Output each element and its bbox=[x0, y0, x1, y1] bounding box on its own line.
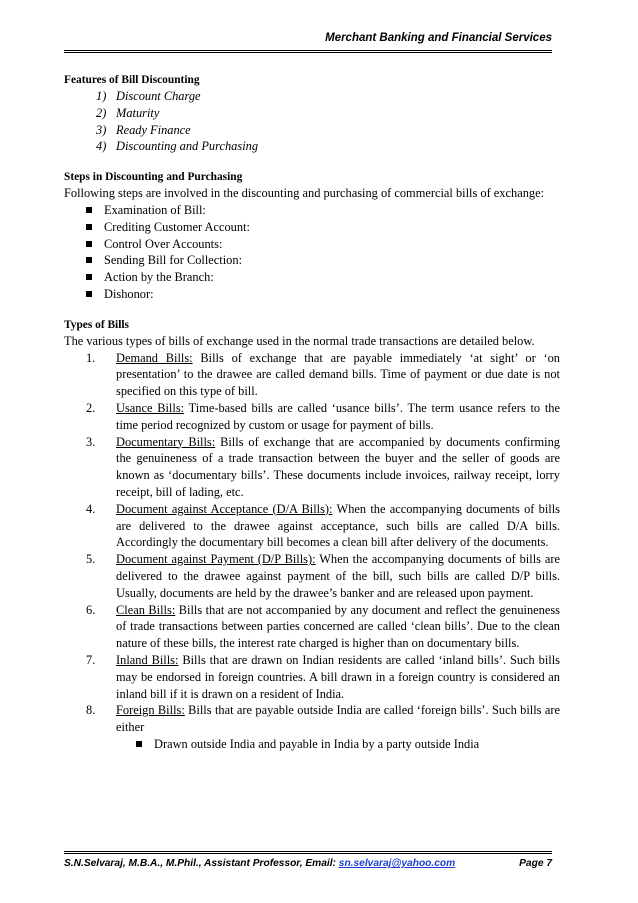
list-item: 4. Document against Acceptance (D/A Bills): When the accompanying documents of bills are delivered to the drawee against acceptance, such bills are called D/A bills. Accordingly the documentary bill becomes a clean bill after delivery of the documents. bbox=[86, 501, 560, 550]
types-heading: Types of Bills bbox=[64, 318, 129, 331]
list-item: Sending Bill for Collection: bbox=[86, 252, 560, 269]
list-item: Action by the Branch: bbox=[86, 269, 560, 286]
list-item: 1) Discount Charge bbox=[96, 89, 201, 103]
steps-heading: Steps in Discounting and Purchasing bbox=[64, 171, 243, 184]
list-item: Examination of Bill: bbox=[86, 202, 560, 219]
term: Document against Acceptance (D/A Bills): bbox=[116, 501, 333, 516]
square-bullet-icon bbox=[86, 274, 92, 280]
list-item: 6. Clean Bills: Bills that are not accompanied by any document and reflect the genuineness of trade transactions between parties concerned are called ‘clean bills’. Due to the clean nature of these bills, the interest rate charged is higher than on documentary bills. bbox=[86, 602, 560, 651]
list-item: 2. Usance Bills: Time-based bills are called ‘usance bills’. The term usance refers to the time period recognized by custom or usage for payment of bills. bbox=[86, 400, 560, 432]
list-item: Control Over Accounts: bbox=[86, 236, 560, 253]
square-bullet-icon bbox=[86, 207, 92, 213]
header-rule bbox=[64, 50, 552, 53]
list-item: 8. Foreign Bills: Bills that are payable outside India are called ‘foreign bills’. Such bills are either bbox=[86, 703, 560, 735]
square-bullet-icon bbox=[86, 291, 92, 297]
square-bullet-icon bbox=[86, 257, 92, 263]
list-item: Dishonor: bbox=[86, 286, 560, 303]
term: Usance Bills: bbox=[116, 400, 185, 415]
term: Documentary Bills: bbox=[116, 434, 216, 449]
term: Document against Payment (D/P Bills): bbox=[116, 552, 316, 567]
square-bullet-icon bbox=[86, 241, 92, 247]
footer-author: S.N.Selvaraj, M.B.A., M.Phil., Assistant Professor, Email: sn.selvaraj@yahoo.com bbox=[64, 858, 456, 869]
page-number: Page 7 bbox=[519, 858, 552, 869]
footer-rule bbox=[64, 851, 552, 854]
list-item: Crediting Customer Account: bbox=[86, 219, 560, 236]
list-item: 7. Inland Bills: Bills that are drawn on Indian residents are called ‘inland bills’. Such bills may be endorsed in foreign countries. A bill drawn in a foreign country is considered an inland bill if it is drawn on a resident of India. bbox=[86, 652, 560, 701]
list-item: 3. Documentary Bills: Bills of exchange that are accompanied by documents confirming the genuineness of a trade transaction between the buyer and the seller of goods are known as ‘documentary bills’. These documents include invoices, railway receipt, lorry receipt, bill of lading, etc. bbox=[86, 434, 561, 499]
term: Inland Bills: bbox=[116, 652, 179, 667]
types-intro: The various types of bills of exchange used in the normal trade transactions are detailed below. bbox=[64, 333, 535, 348]
footer bbox=[64, 858, 552, 869]
list-item: 4) Discounting and Purchasing bbox=[96, 139, 259, 154]
term: Foreign Bills: bbox=[116, 703, 185, 718]
steps-list bbox=[64, 202, 560, 303]
features-heading: Features of Bill Discounting bbox=[64, 74, 200, 86]
square-bullet-icon bbox=[136, 741, 142, 747]
steps-intro: Following steps are involved in the discounting and purchasing of commercial bills of exchange: bbox=[64, 186, 545, 201]
term: Clean Bills: bbox=[116, 602, 176, 617]
running-header: Merchant Banking and Financial Services bbox=[325, 32, 552, 44]
types-list bbox=[64, 350, 560, 736]
email-link[interactable]: sn.selvaraj@yahoo.com bbox=[338, 858, 456, 869]
list-item: 2) Maturity bbox=[96, 105, 160, 120]
list-item: 1. Demand Bills: Bills of exchange that are payable immediately ‘at sight’ or ‘on presentation’ to the drawee are called demand bills. Time of payment or due date is not specified on this type of bill. bbox=[86, 350, 560, 399]
list-item: 3) Ready Finance bbox=[96, 122, 191, 137]
page-body bbox=[64, 73, 560, 753]
list-item: 5. Document against Payment (D/P Bills): When the accompanying documents of bills are delivered to the drawee against payment of the bill, such bills are called D/P bills. Usually, documents are held by the drawee’s banker and are released upon payment. bbox=[86, 552, 560, 600]
list-item: Drawn outside India and payable in India by a party outside India bbox=[64, 736, 560, 753]
square-bullet-icon bbox=[86, 224, 92, 230]
features-list bbox=[64, 88, 560, 155]
term: Demand Bills: bbox=[116, 350, 193, 365]
